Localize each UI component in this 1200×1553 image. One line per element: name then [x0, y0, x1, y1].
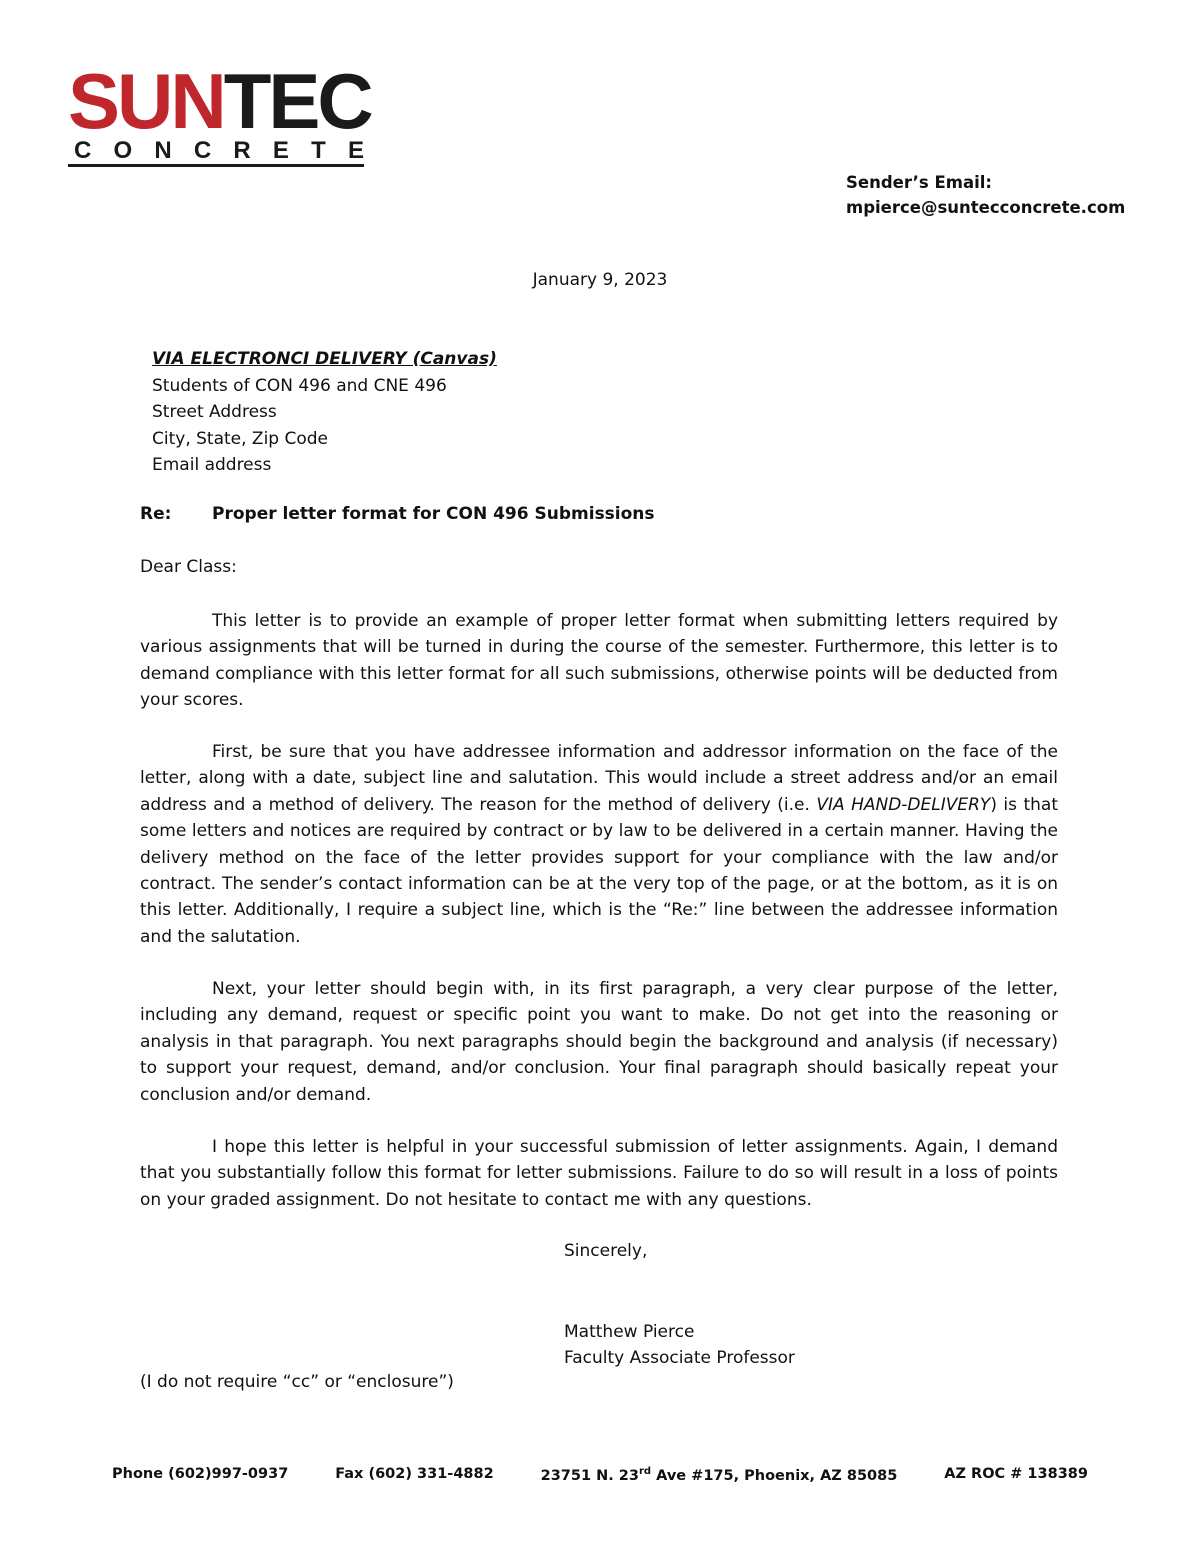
footer-address: [541, 1466, 898, 1484]
logo-word-red: SUN: [68, 57, 224, 145]
body-paragraph-2-text: ) is that some letters and notices are required by contract or by law to be delivered in a certain manner. Having the delivery method on the face of the letter provides support for your compliance with the law and/or contract. The sender’s contact information can be at the very top of the page, or at the bottom, as it is on this letter. Additionally, I require a subject line, which is the “Re:” line between the addressee information and the salutation.: [140, 794, 1058, 947]
body-paragraph-4: I hope this letter is helpful in your successful submission of letter assignments. Again, I demand that you substantially follow this format for letter submissions. Failure to do so will result in a loss of points on your graded assignment. Do not hesitate to contact me with any questions.: [140, 1137, 1058, 1210]
delivery-method: VIA ELECTRONCI DELIVERY (Canvas): [152, 349, 497, 369]
company-logo: [68, 57, 371, 170]
sender-email-label: Sender’s Email:: [846, 173, 992, 192]
logo-tagline-letter: E: [347, 137, 364, 164]
body-paragraph-1: This letter is to provide an example of proper letter format when submitting letters required by various assignments that will be turned in during the course of the semester. Furthermore, this letter is to demand compliance with this letter format for all such submissions, otherwise points will be deducted from your scores.: [140, 611, 1058, 711]
cc-note: (I do not require “cc” or “enclosure”): [140, 1372, 454, 1392]
logo-tagline-letter: C: [74, 137, 92, 164]
recipient-line: Students of CON 496 and CNE 496: [152, 375, 447, 396]
logo-tagline-letter: E: [272, 137, 289, 164]
logo-tagline-letter: O: [113, 137, 133, 164]
footer-address-suffix: Ave #175, Phoenix, AZ 85085: [651, 1467, 898, 1484]
footer-address-prefix: 23751 N. 23: [540, 1467, 639, 1484]
footer-address-sup: rd: [638, 1466, 652, 1477]
footer-license: AZ ROC # 138389: [944, 1466, 1088, 1482]
subject-label: Re:: [140, 504, 172, 524]
sender-info: [846, 170, 1125, 220]
subject-text: Proper letter format for CON 496 Submissions: [212, 504, 655, 524]
body-paragraph-2: [140, 739, 1058, 950]
signature-block: [564, 1319, 795, 1371]
logo-tagline-letter: T: [311, 137, 326, 164]
logo-tagline-letter: N: [154, 137, 172, 164]
logo-word-black: TEC: [223, 57, 371, 145]
body-paragraph-2-text: First, be sure that you have addressee information and addressor information on the face of the letter, along with a date, subject line and salutation. This would include a street address and/or an email address and a method of delivery. The reason for the method of delivery (i.e.: [140, 742, 1058, 815]
letter-date: January 9, 2023: [532, 270, 668, 290]
letterhead-footer: [112, 1466, 1088, 1484]
recipient-line: Email address: [152, 455, 272, 475]
body-paragraph-2-italic: VIA HAND-DELIVERY: [816, 794, 991, 815]
logo-tagline: [74, 138, 364, 164]
logo-tagline-letter: C: [193, 137, 212, 164]
logo-tagline-letter: R: [233, 137, 251, 164]
recipient-line: City, State, Zip Code: [152, 428, 329, 449]
salutation: Dear Class:: [140, 557, 237, 577]
logo-wordmark: [68, 57, 371, 145]
footer-phone: Phone (602)997-0937: [112, 1466, 289, 1482]
body-paragraph-3: Next, your letter should begin with, in its first paragraph, a very clear purpose of the letter, including any demand, request or specific point you want to make. Do not get into the reasoning or analysis in that paragraph. You next paragraphs should begin the background and analysis (if necessary) to support your request, demand, and/or conclusion. Your final paragraph should basically repeat your conclusion and/or demand.: [140, 979, 1058, 1105]
signer-name: Matthew Pierce: [564, 1322, 695, 1342]
footer-fax: Fax (602) 331-4882: [335, 1466, 494, 1482]
recipient-line: Street Address: [152, 402, 277, 422]
logo-underline: [68, 164, 364, 167]
recipient-block: [152, 346, 497, 479]
signer-title: Faculty Associate Professor: [564, 1348, 795, 1368]
closing: Sincerely,: [564, 1241, 648, 1261]
subject-line: [140, 504, 655, 524]
sender-email[interactable]: mpierce@suntecconcrete.com: [846, 198, 1126, 217]
